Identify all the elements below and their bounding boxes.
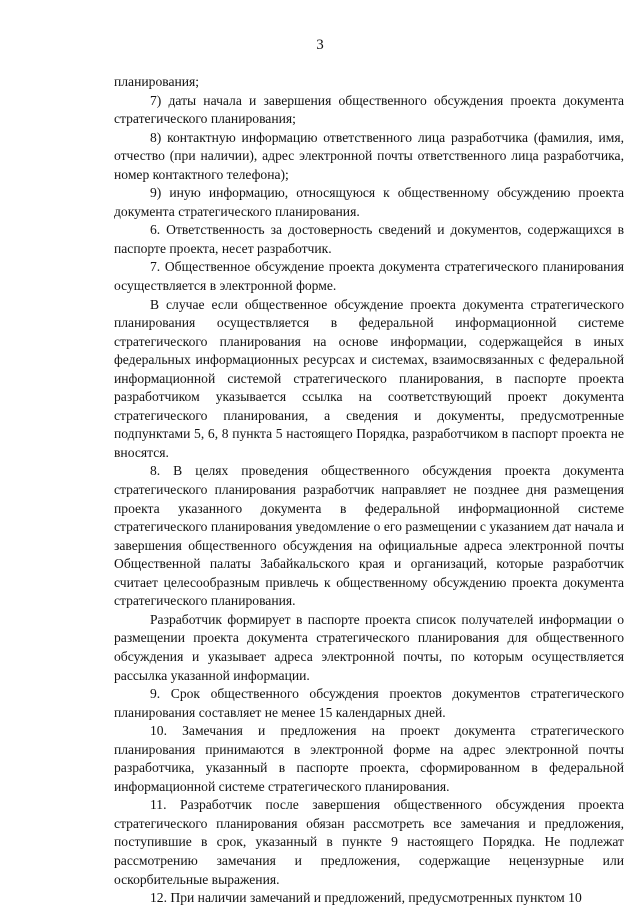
paragraph: 9. Срок общественного обсуждения проектов документов стратегического планирования составляет не менее 15 календарных дней.: [114, 686, 624, 720]
paragraph: планирования;: [114, 74, 200, 89]
paragraph: 11. Разработчик после завершения общественного обсуждения проекта стратегического планирования обязан рассмотреть все замечания и предложения, поступившие в срок, указанный в пункте 9 настоящего Порядка. Не подлежат рассмотрению замечания и предложения, содержащие нецензурные или оскорбительные выражения.: [114, 797, 624, 887]
paragraph: Разработчик формирует в паспорте проекта список получателей информации о размещении проекта документа стратегического планирования для общественного обсуждения и указывает адреса электронной почты, по которым осуществляется рассылка указанной информации.: [114, 611, 624, 683]
paragraph: 8. В целях проведения общественного обсуждения проекта документа стратегического планирования разработчик направляет не позднее дня размещения проекта указанного документа в федеральной информационной системе стратегического планирования уведомление о его размещении с указанием дат начала и завершения общественного обсуждения на официальные адреса электронной почты Общественной палаты Забайкальского края и организаций, которые разработчик считает целесообразным привлечь к общественному обсуждению проекта документа стратегического планирования.: [114, 463, 624, 609]
paragraph: 7) даты начала и завершения общественного обсуждения проекта документа стратегического планирования;: [114, 92, 624, 127]
paragraph: 9) иную информацию, относящуюся к общественному обсуждению проекта документа стратегического планирования.: [114, 185, 624, 219]
paragraph: 7. Общественное обсуждение проекта документа стратегического планирования осуществляется в электронной форме.: [114, 259, 624, 294]
paragraph: В случае если общественное обсуждение проекта документа стратегического планирования осуществляется в федеральной информационной системе стратегического планирования на основе информации, содержащейся в иных федеральных информационных ресурсах и системах, взаимосвязанных с федеральной информационной системой стратегического планирования, в паспорте проекта разработчиком указывается ссылка на соответствующий проект документа стратегического планирования, а сведения и документы, предусмотренные подпунктами 5, 6, 8 пункта 5 настоящего Порядка, разработчиком в паспорт проекта не вносятся.: [114, 296, 624, 460]
paragraph: 10. Замечания и предложения на проект документа стратегического планирования принимаются в электронной форме на адрес электронной почты разработчика, указанный в паспорте проекта, сформированном в федеральной информационной системе стратегического планирования.: [114, 723, 624, 794]
paragraph: 12. При наличии замечаний и предложений, предусмотренных пунктом 10: [150, 890, 582, 906]
paragraph: 8) контактную информацию ответственного лица разработчика (фамилия, имя, отчество (при наличии), адрес электронной почты ответственного лица разработчика, номер контактного телефона);: [114, 129, 624, 182]
paragraph: 6. Ответственность за достоверность сведений и документов, содержащихся в паспорте проекта, несет разработчик.: [114, 222, 624, 256]
document-body: [114, 73, 624, 908]
page-number: 3: [316, 37, 324, 53]
